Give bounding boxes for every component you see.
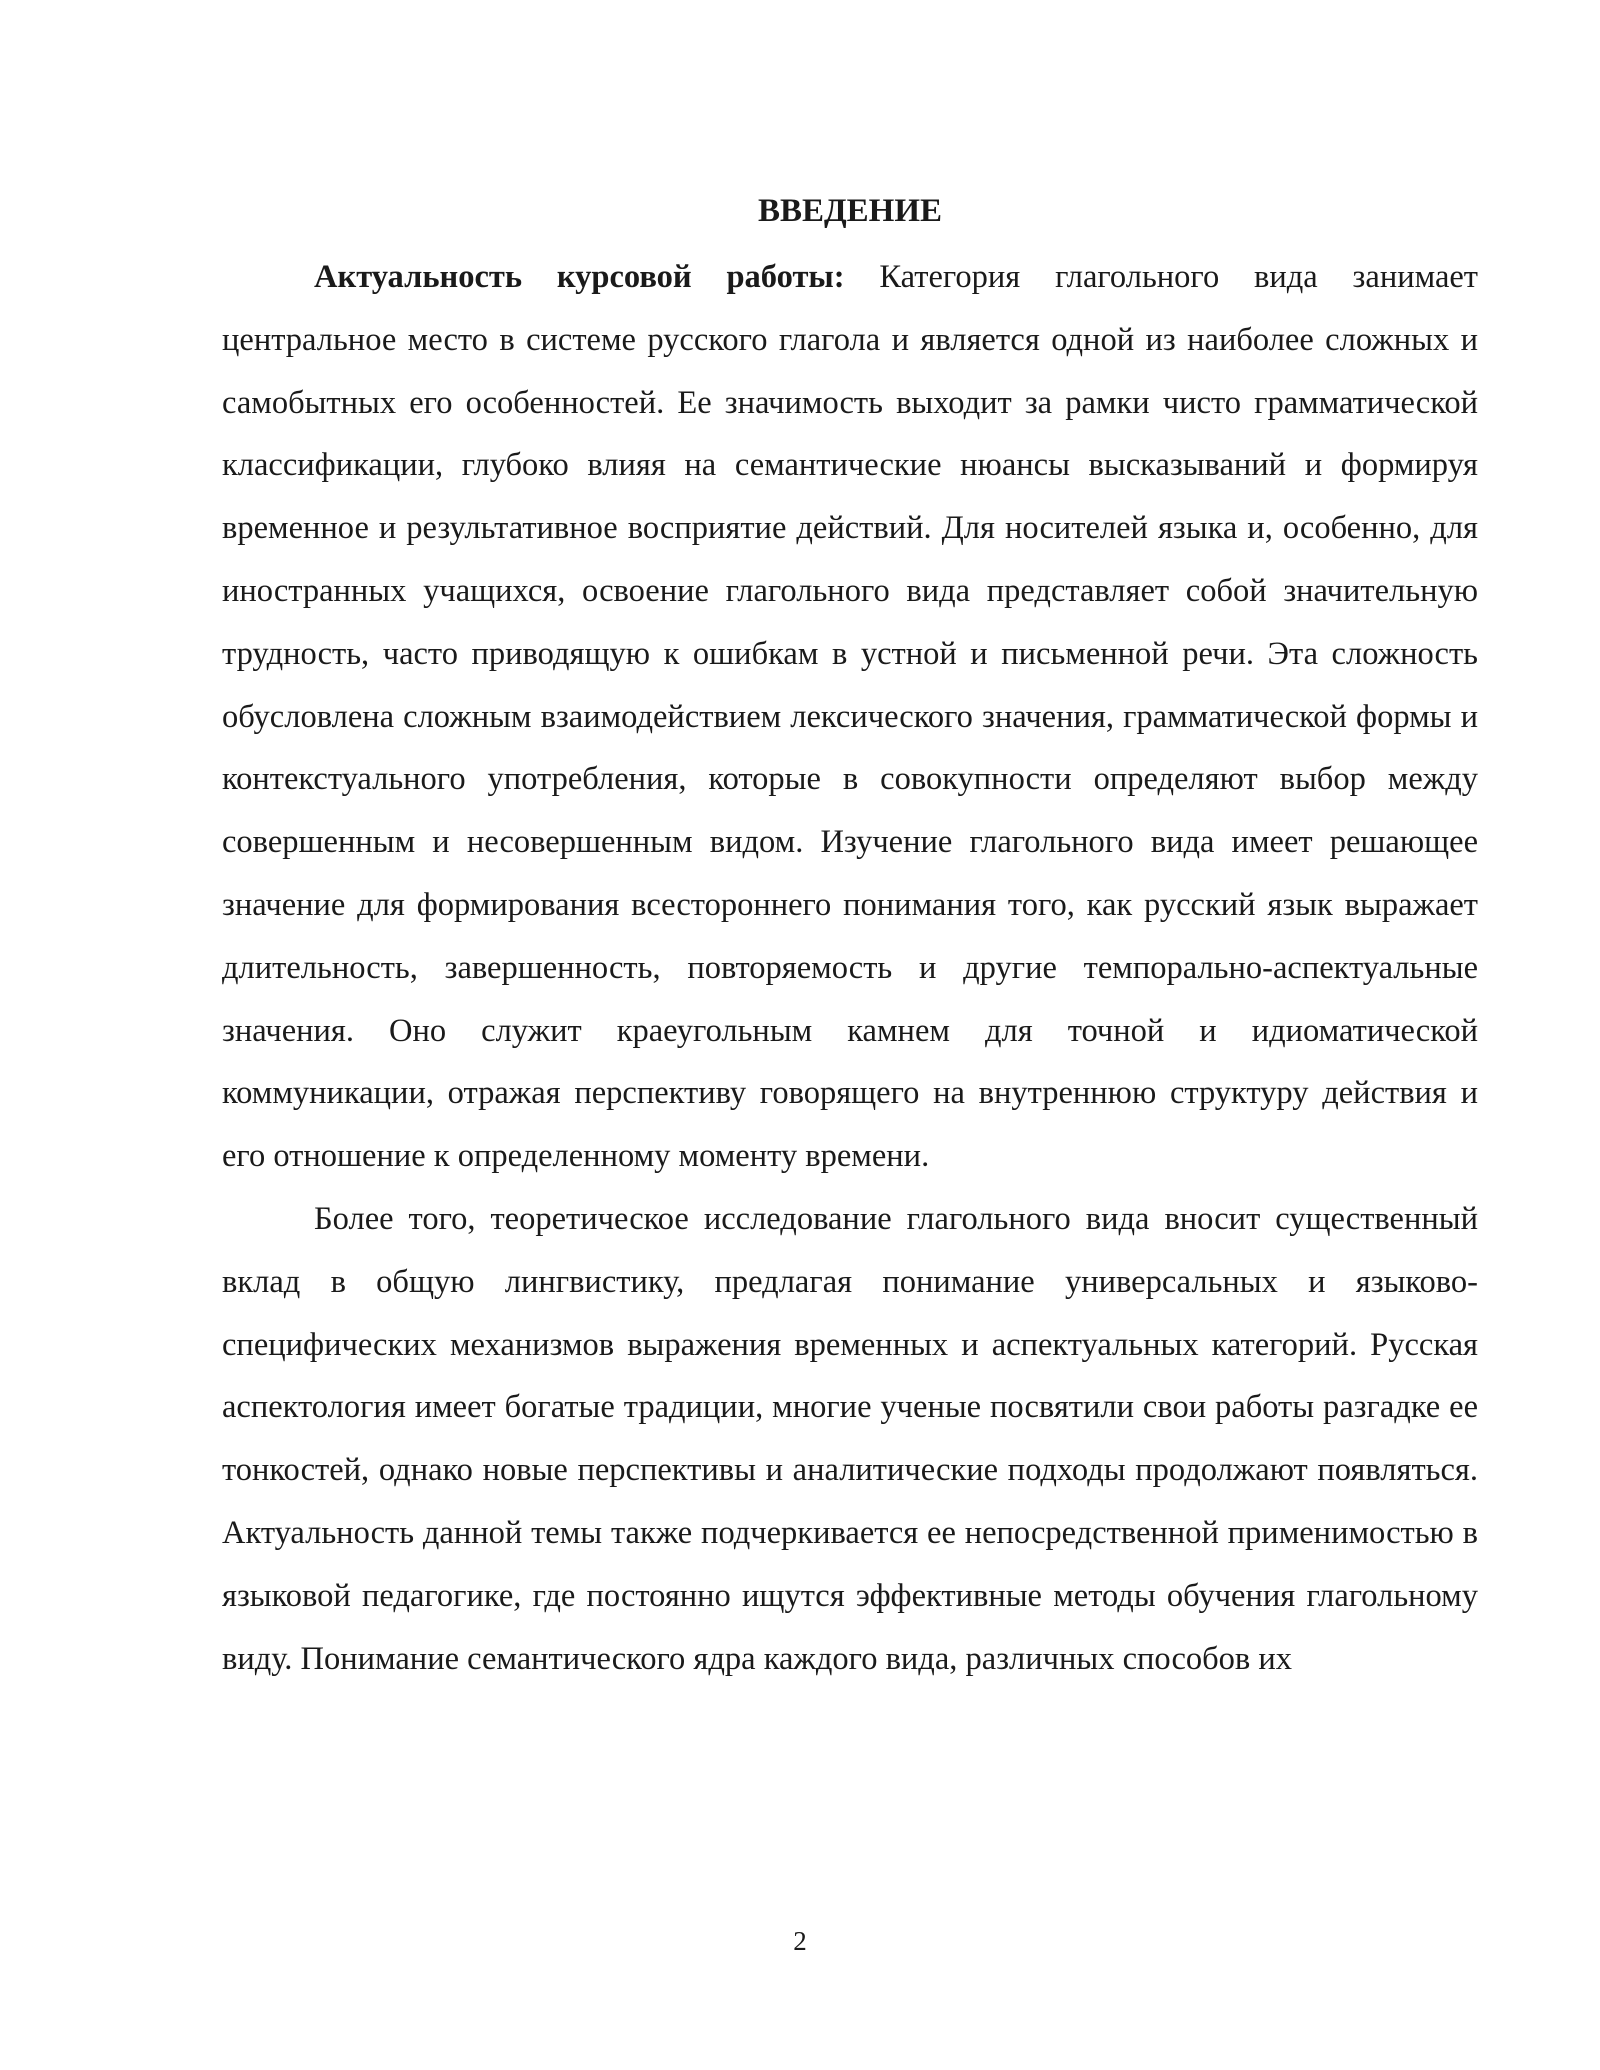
paragraph-relevance: [222, 246, 1478, 1188]
paragraph-lead: Актуальность курсовой работы:: [314, 259, 845, 295]
paragraph-text: Более того, теоретическое исследование глагольного вида вносит существенный вклад в общую лингвистику, предлагая понимание универсальных и языково-специфических механизмов выражения временных и аспектуальных категорий. Русская аспектология имеет богатые традиции, многие ученые посвятили свои работы разгадке ее тонкостей, однако новые перспективы и аналитические подходы продолжают появляться. Актуальность данной темы также подчеркивается ее непосредственной применимостью в языковой педагогике, где постоянно ищутся эффективные методы обучения глагольному виду. Понимание семантического ядра каждого вида, различных способов их: [222, 1200, 1478, 1677]
section-heading: ВВЕДЕНИЕ: [757, 193, 943, 229]
paragraph-continuation: [222, 1188, 1478, 1690]
paragraph-text: Категория глагольного вида занимает центральное место в системе русского глагола и является одной из наиболее сложных и самобытных его особенностей. Ее значимость выходит за рамки чисто грамматической классификации, глубоко влияя на семантические нюансы высказываний и формируя временное и результативное восприятие действий. Для носителей языка и, особенно, для иностранных учащихся, освоение глагольного вида представляет собой значительную трудность, часто приводящую к ошибкам в устной и письменной речи. Эта сложность обусловлена сложным взаимодействием лексического значения, грамматической формы и контекстуального употребления, которые в совокупности определяют выбор между совершенным и несовершенным видом. Изучение глагольного вида имеет решающее значение для формирования всестороннего понимания того, как русский язык выражает длительность, завершенность, повторяемость и другие темпорально-аспектуальные значения. Оно служит краеугольным камнем для точной и идиоматической коммуникации, отражая перспективу говорящего на внутреннюю структуру действия и его отношение к определенному моменту времени.: [222, 259, 1478, 1175]
page-number: 2: [793, 1926, 807, 1956]
page-content: [222, 186, 1478, 1690]
